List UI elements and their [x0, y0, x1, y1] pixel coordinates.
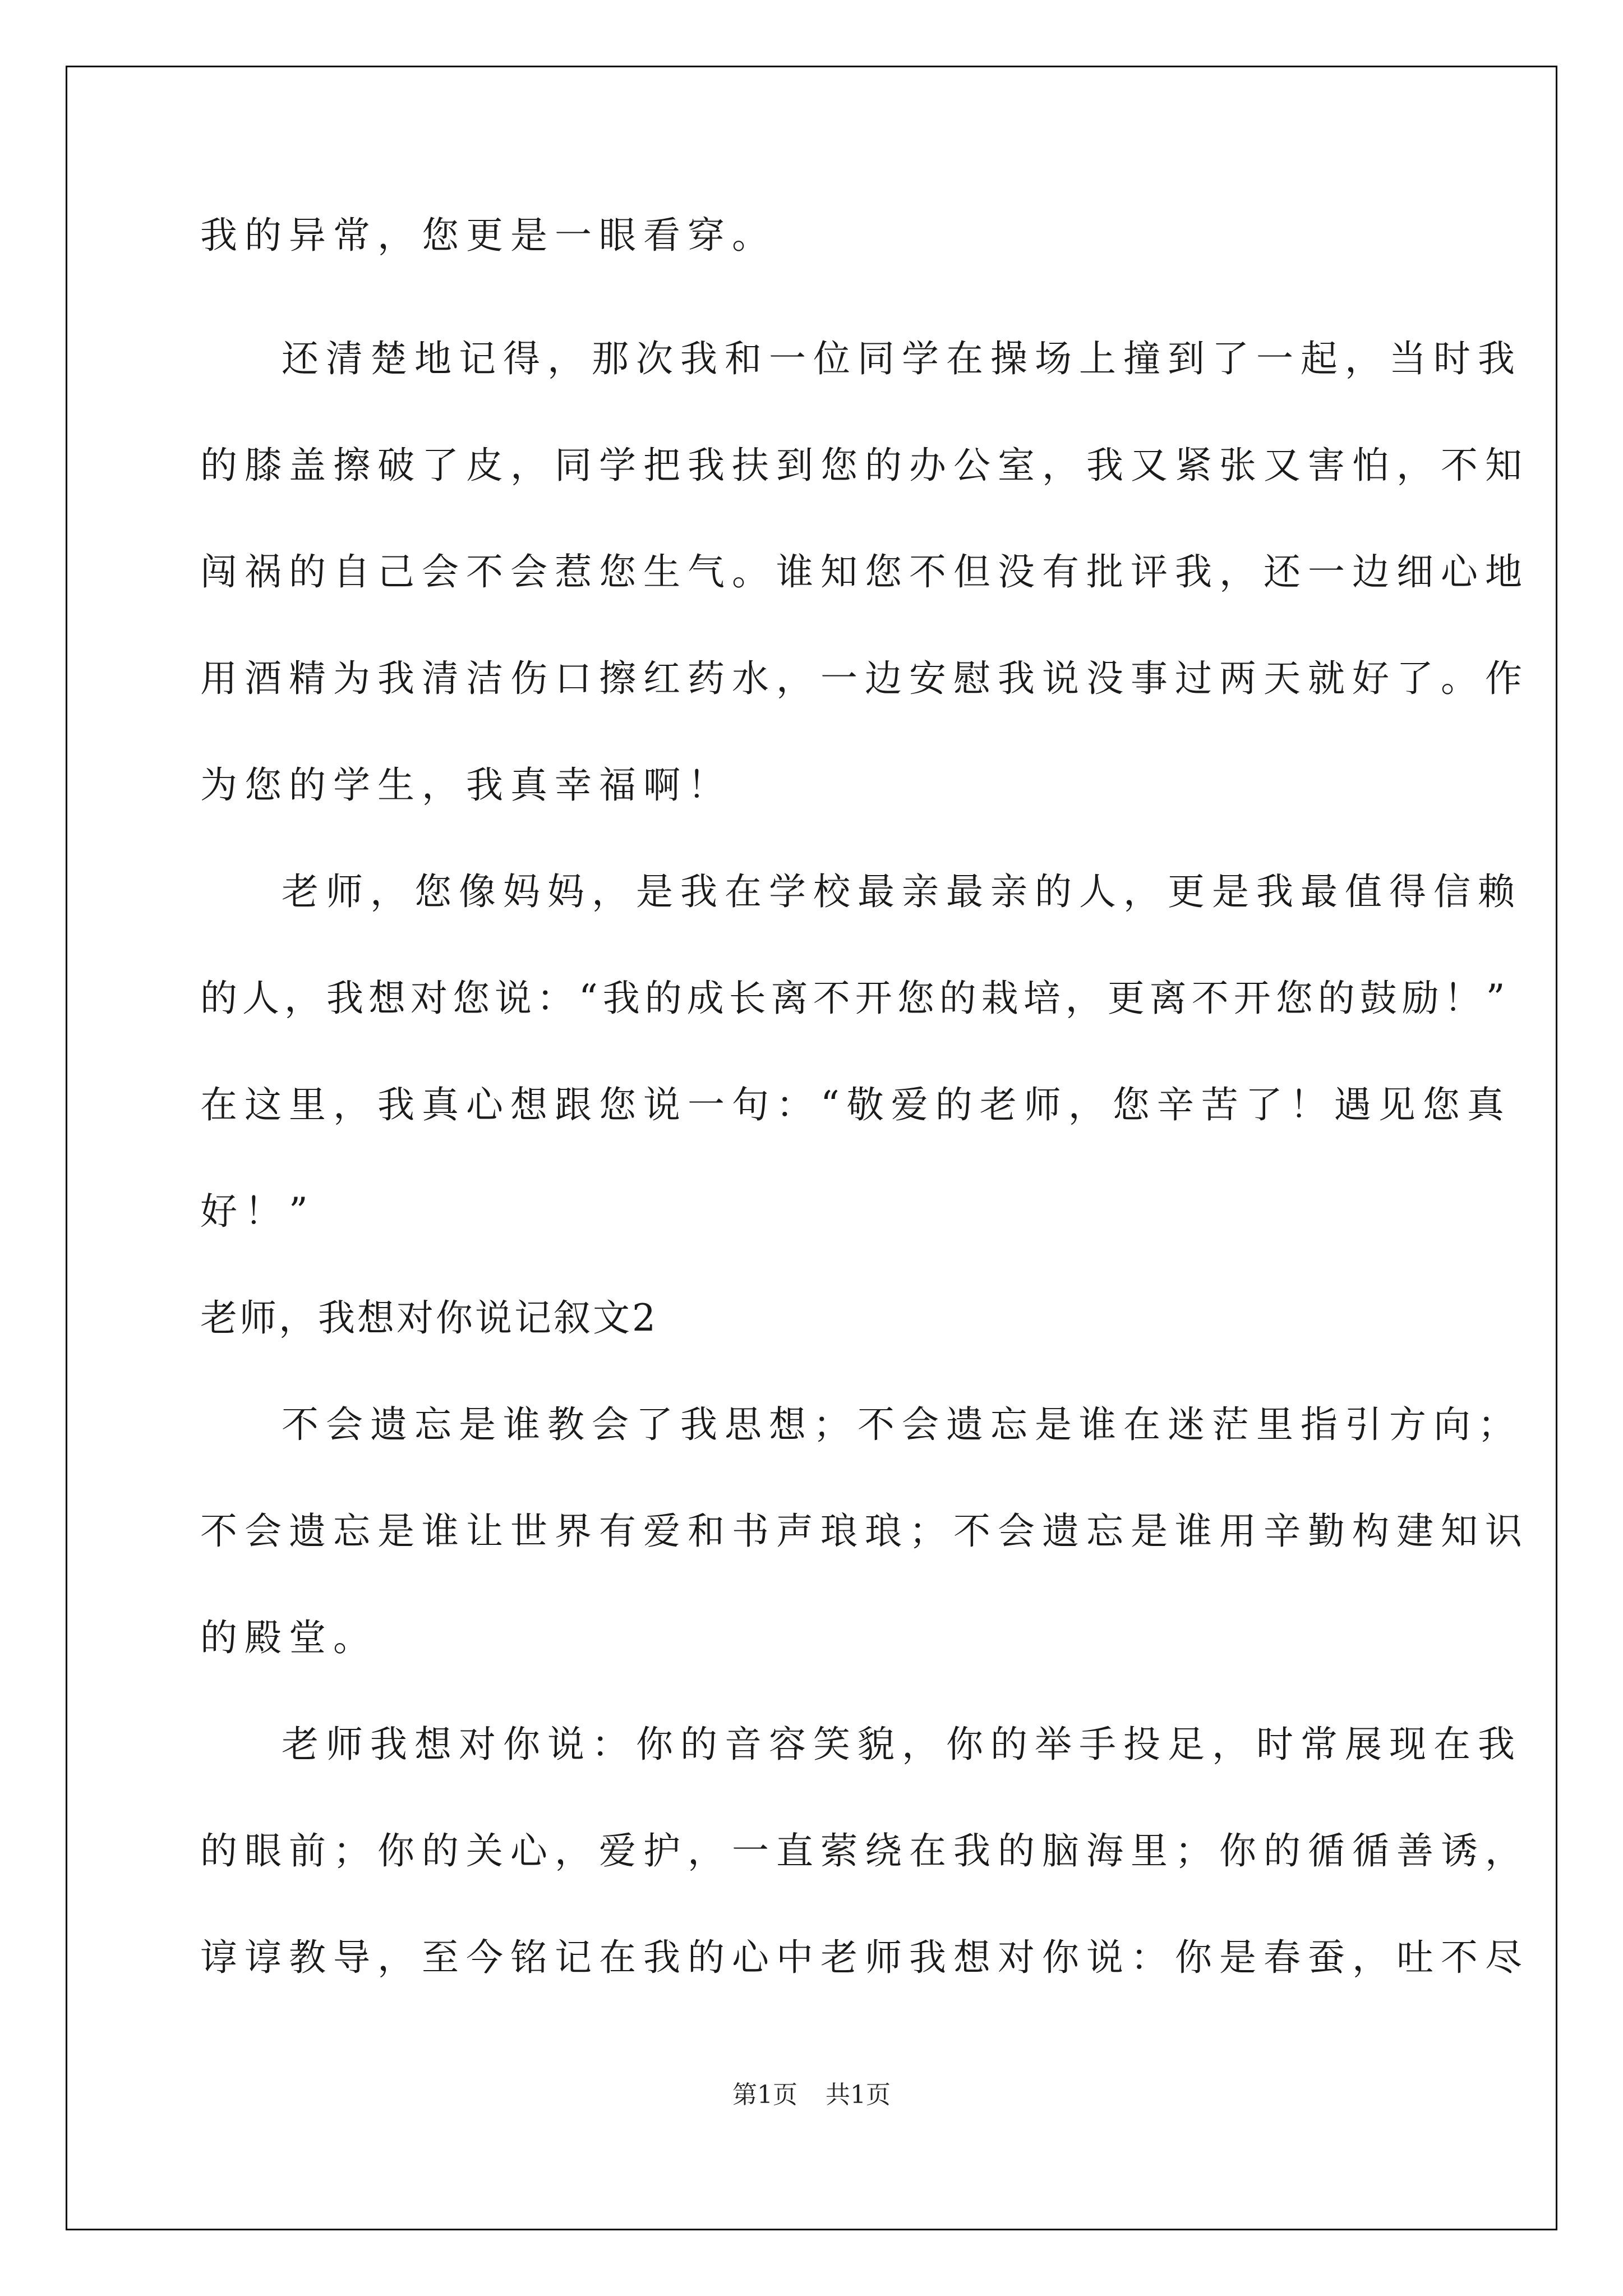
text-line: 用酒精为我清洁伤口擦红药水，一边安慰我说没事过两天就好了。作: [200, 657, 1529, 700]
text-line: 谆谆教导，至今铭记在我的心中老师我想对你说：你是春蚕，吐不尽: [200, 1936, 1529, 1979]
text-line: 不会遗忘是谁让世界有爱和书声琅琅；不会遗忘是谁用辛勤构建知识: [200, 1510, 1529, 1553]
text-line: 在这里，我真心想跟您说一句：“敬爱的老师，您辛苦了！遇见您真: [200, 1083, 1511, 1126]
text-line: 的殿堂。: [200, 1616, 377, 1659]
section-heading: 老师，我想对你说记叙文2: [200, 1296, 658, 1340]
page-total: 共1页: [826, 2081, 891, 2109]
paragraph-first-line: 还清楚地记得，那次我和一位同学在操场上撞到了一起，当时我: [282, 337, 1522, 380]
page-footer: [0, 2078, 1623, 2112]
text-line: 闯祸的自己会不会惹您生气。谁知您不但没有批评我，还一边细心地: [200, 550, 1529, 593]
text-line: 为您的学生，我真幸福啊！: [200, 763, 732, 807]
text-line: 的人，我想对您说：“我的成长离不开您的栽培，更离不开您的鼓励！”: [200, 977, 1510, 1020]
text-line: 我的异常，您更是一眼看穿。: [200, 214, 776, 257]
paragraph-first-line: 老师我想对你说：你的音容笑貌，你的举手投足，时常展现在我: [282, 1723, 1522, 1766]
text-line: 的膝盖擦破了皮，同学把我扶到您的办公室，我又紧张又害怕，不知: [200, 444, 1529, 487]
page-border: [66, 66, 1557, 2230]
text-line: 的眼前；你的关心，爱护，一直萦绕在我的脑海里；你的循循善诱，: [200, 1829, 1529, 1872]
paragraph-first-line: 不会遗忘是谁教会了我思想；不会遗忘是谁在迷茫里指引方向；: [282, 1403, 1522, 1446]
text-line: 好！”: [200, 1190, 315, 1233]
paragraph-first-line: 老师，您像妈妈，是我在学校最亲最亲的人，更是我最值得信赖: [282, 870, 1522, 913]
page-number: 第1页: [732, 2081, 797, 2109]
